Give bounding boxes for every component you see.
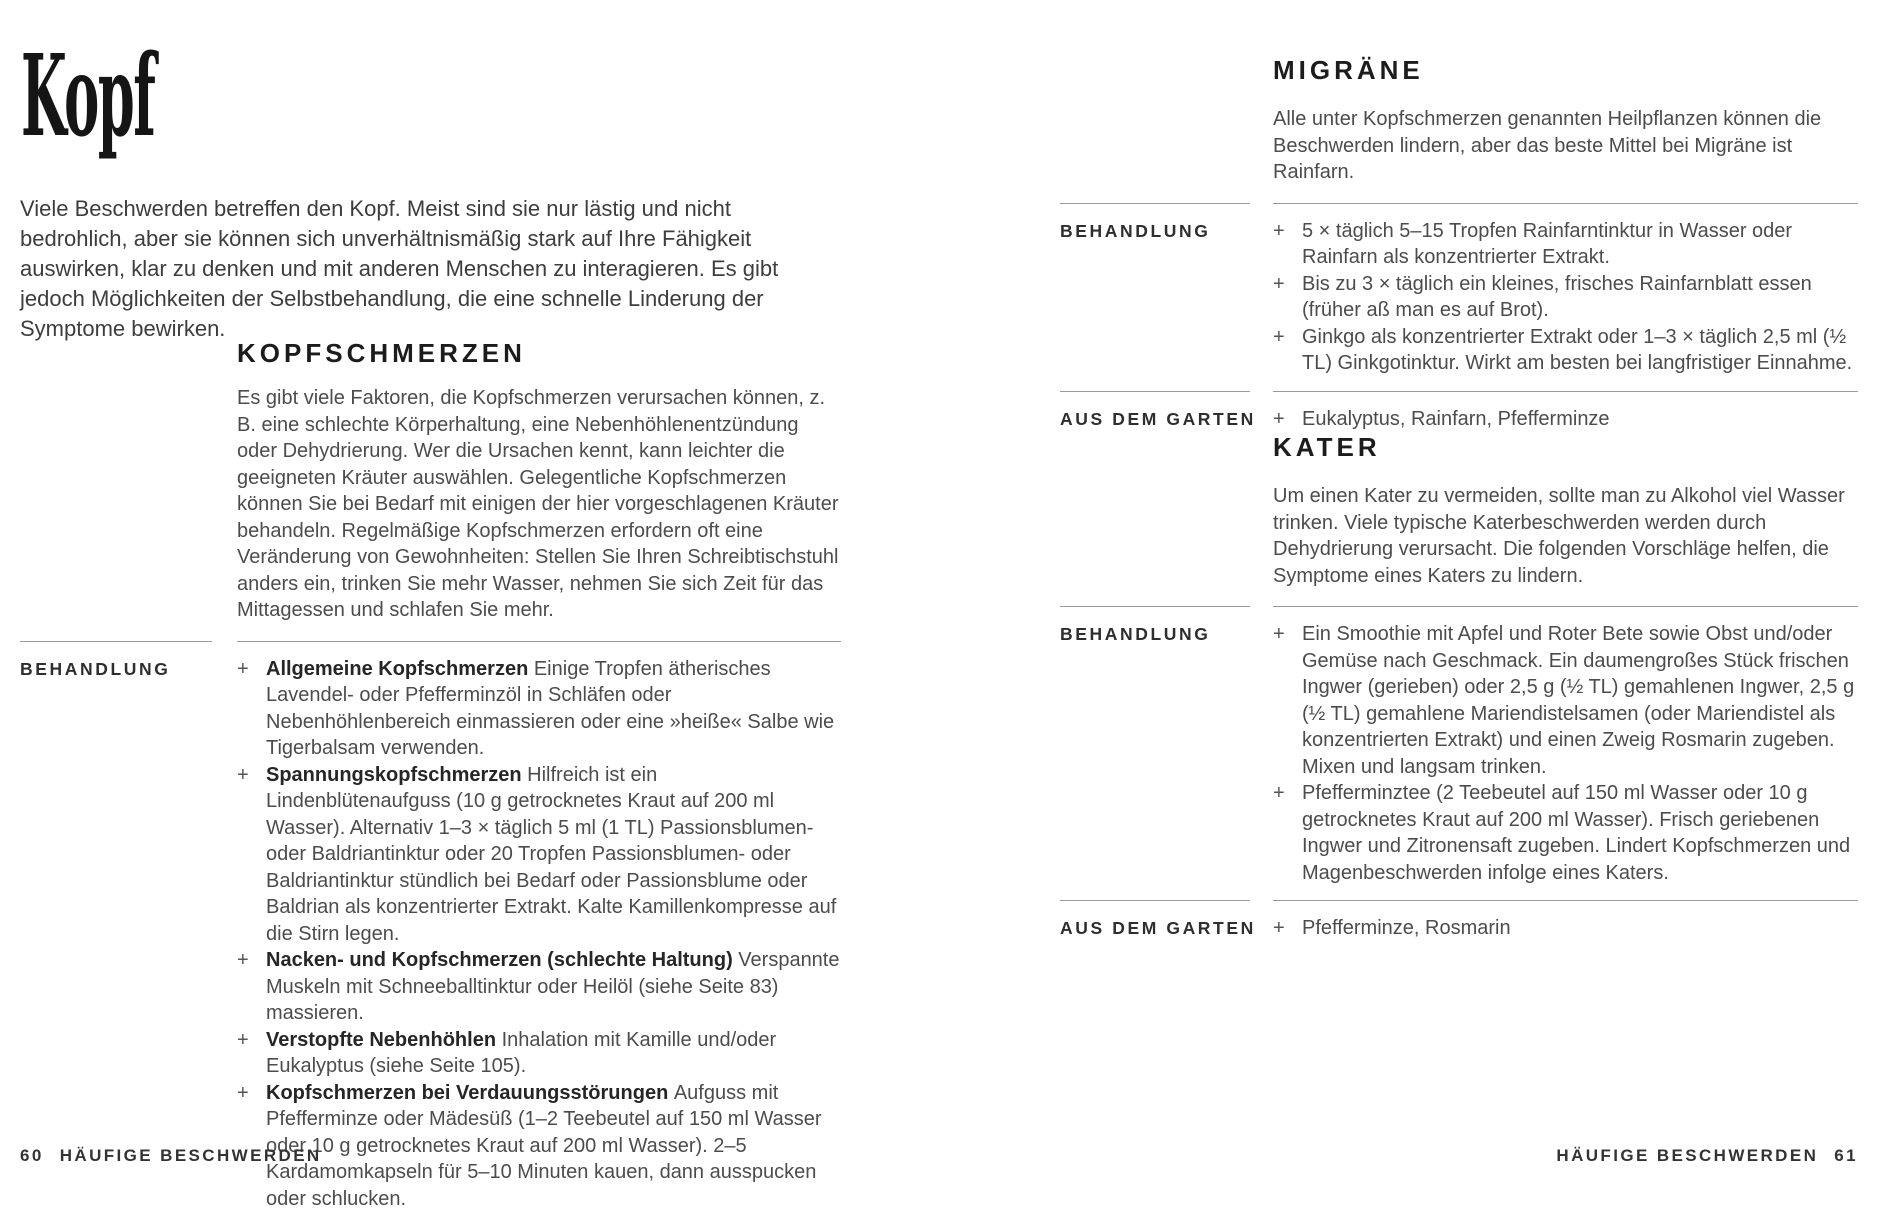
garden-list (1273, 901, 1858, 942)
footer-right (1556, 1146, 1858, 1166)
item-lead: Nacken- und Kopfschmerzen (schlechte Haltung) (266, 949, 738, 971)
list-item (1273, 324, 1858, 377)
spacer (1060, 462, 1250, 589)
plus-marker: + (1273, 406, 1285, 433)
treatment-label-cell (1060, 606, 1250, 886)
plus-marker: + (1273, 324, 1285, 351)
plus-marker: + (1273, 621, 1285, 648)
list-item (237, 656, 841, 762)
item-lead: Spannungskopfschmerzen (266, 764, 527, 786)
garden-label: AUS DEM GARTEN (1060, 392, 1250, 430)
treatment-label: BEHANDLUNG (20, 642, 212, 680)
footer-left (20, 1146, 322, 1166)
list-item (237, 1027, 841, 1080)
list-item (1273, 915, 1858, 942)
section-heading: MIGRÄNE (1273, 55, 1858, 85)
list-item (237, 947, 841, 1027)
item-text: Pfefferminze, Rosmarin (1302, 917, 1511, 939)
treatment-list (237, 642, 841, 1212)
treatment-list (1273, 204, 1858, 377)
section-paragraph: Es gibt viele Faktoren, die Kopfschmerzen verursachen können, z. B. eine schlechte Körperhaltung, eine Nebenhöhlenentzündung oder Dehydrierung. Wer die Ursachen kennt, kann leichter die geeigneten Kräuter auswählen. Gelegentliche Kopfschmerzen können Sie bei Bedarf mit einigen der hier vorgeschlagenen Kräuter behandeln. Regelmäßige Kopfschmerzen erfordern oft eine Veränderung von Gewohnheiten: Stellen Sie Ihren Schreibtischstuhl anders ein, trinken Sie mehr Wasser, nehmen Sie sich Zeit für das Mittagessen und schlafen Sie mehr. (237, 385, 841, 624)
item-text: Eukalyptus, Rainfarn, Pfefferminze (1302, 408, 1610, 430)
treatment-label-cell (20, 641, 212, 1212)
treatment-list (1273, 607, 1858, 886)
section-intro: Um einen Kater zu vermeiden, sollte man zu Alkohol viel Wasser trinken. Viele typische Katerbeschwerden werden durch Dehydrierung verursacht. Die folgenden Vorschläge helfen, die Symptome eines Katers zu lindern. (1273, 483, 1858, 589)
plus-marker: + (1273, 780, 1285, 807)
garden-content-cell (1273, 391, 1858, 433)
list-item (1273, 406, 1858, 433)
item-text: Spannungskopfschmerzen Hilfreich ist ein Lindenblütenaufguss (10 g getrocknetes Kraut auf 200 ml Wasser). Alternativ 1–3 × täglich 5 ml (1 TL) Passionsblumen- oder Baldriantinktur oder 20 Tropfen Passionsblumen- oder Baldriantinktur stündlich bei Bedarf oder Passionsblume oder Baldrian als konzentrierter Extrakt. Kalte Kamillenkompresse auf die Stirn legen. (266, 764, 836, 945)
item-text: Nacken- und Kopfschmerzen (schlechte Haltung) Verspannte Muskeln mit Schneeballtinktur oder Heilöl (siehe Seite 83) massieren. (266, 949, 840, 1024)
plus-marker: + (237, 1080, 249, 1107)
page-number: 61 (1834, 1146, 1858, 1165)
plus-marker: + (237, 762, 249, 789)
plus-marker: + (237, 947, 249, 974)
treatment-content-cell (1273, 203, 1858, 377)
item-lead: Allgemeine Kopfschmerzen (266, 658, 534, 680)
garden-content-cell (1273, 900, 1858, 942)
item-text: Pfefferminztee (2 Teebeutel auf 150 ml Wasser oder 10 g getrocknetes Kraut auf 200 ml Wasser). Frisch geriebenen Ingwer und Zitronensaft zugeben. Lindert Kopfschmerzen und Magenbeschwerden infolge eines Katers. (1302, 782, 1850, 884)
right-page-sections (1060, 55, 1858, 942)
footer-label: HÄUFIGE BESCHWERDEN (1556, 1146, 1818, 1165)
item-text: Kopfschmerzen bei Verdauungsstörungen Aufguss mit Pfefferminze oder Mädesüß (1–2 Teebeutel auf 150 ml Wasser oder 10 g getrocknetes Kraut auf 200 ml Wasser). 2–5 Kardamomkapseln für 5–10 Minuten kauen, dann ausspucken oder schlucken. (266, 1082, 821, 1210)
spacer (20, 338, 212, 368)
spacer (20, 368, 212, 624)
garden-label-cell (1060, 900, 1250, 942)
spacer (1060, 55, 1250, 85)
item-lead: Kopfschmerzen bei Verdauungsstörungen (266, 1082, 674, 1104)
section-heading: KOPFSCHMERZEN (237, 338, 841, 368)
spacer (1060, 85, 1250, 186)
plus-marker: + (1273, 915, 1285, 942)
spacer (1060, 432, 1250, 462)
section-kopfschmerzen (20, 338, 841, 1212)
list-item (1273, 621, 1858, 780)
plus-marker: + (237, 656, 249, 683)
item-text: Ginkgo als konzentrierter Extrakt oder 1–3 × täglich 2,5 ml (½ TL) Ginkgotinktur. Wirkt am besten bei langfristiger Einnahme. (1302, 326, 1852, 375)
item-text: Allgemeine Kopfschmerzen Einige Tropfen ätherisches Lavendel- oder Pfefferminzöl in Schläfen oder Nebenhöhlenbereich einmassieren oder eine »heiße« Salbe wie Tigerbalsam verwenden. (266, 658, 834, 760)
page-number: 60 (20, 1146, 44, 1165)
list-item (237, 762, 841, 948)
list-item (1273, 218, 1858, 271)
section-heading: KATER (1273, 432, 1858, 462)
item-text: Ein Smoothie mit Apfel und Roter Bete sowie Obst und/oder Gemüse nach Geschmack. Ein daumengroßes Stück frischen Ingwer (gerieben) oder 2,5 g (½ TL) gemahlenen Ingwer, 2,5 g (½ TL) gemahlene Mariendistelsamen (oder Mariendistel als konzentrierten Extrakt) und einen Zweig Rosmarin zugeben. Mixen und langsam trinken. (1302, 623, 1854, 778)
list-item (237, 1080, 841, 1212)
chapter-intro: Viele Beschwerden betreffen den Kopf. Meist sind sie nur lästig und nicht bedrohlich, aber sie können sich unverhältnismäßig stark auf Ihre Fähigkeit auswirken, klar zu denken und mit anderen Menschen zu interagieren. Es gibt jedoch Möglichkeiten der Selbstbehandlung, die eine schnelle Linderung der Symptome bewirken. (20, 194, 842, 344)
chapter-title: Kopf (21, 38, 155, 156)
list-item (1273, 271, 1858, 324)
item-text: Bis zu 3 × täglich ein kleines, frisches Rainfarnblatt essen (früher aß man es auf Brot). (1302, 273, 1812, 322)
plus-marker: + (237, 1027, 249, 1054)
treatment-content-cell (237, 641, 841, 1212)
garden-label: AUS DEM GARTEN (1060, 901, 1250, 939)
footer-label: HÄUFIGE BESCHWERDEN (60, 1146, 322, 1165)
item-lead: Verstopfte Nebenhöhlen (266, 1029, 502, 1051)
list-item (1273, 780, 1858, 886)
item-text: Verstopfte Nebenhöhlen Inhalation mit Kamille und/oder Eukalyptus (siehe Seite 105). (266, 1029, 776, 1078)
treatment-label: BEHANDLUNG (1060, 607, 1250, 645)
garden-list (1273, 392, 1858, 433)
garden-label-cell (1060, 391, 1250, 433)
treatment-label: BEHANDLUNG (1060, 204, 1250, 242)
treatment-label-cell (1060, 203, 1250, 377)
plus-marker: + (1273, 218, 1285, 245)
section-intro: Alle unter Kopfschmerzen genannten Heilpflanzen können die Beschwerden lindern, aber das beste Mittel bei Migräne ist Rainfarn. (1273, 106, 1858, 186)
treatment-content-cell (1273, 606, 1858, 886)
plus-marker: + (1273, 271, 1285, 298)
item-text: 5 × täglich 5–15 Tropfen Rainfarntinktur in Wasser oder Rainfarn als konzentrierter Extrakt. (1302, 220, 1792, 269)
